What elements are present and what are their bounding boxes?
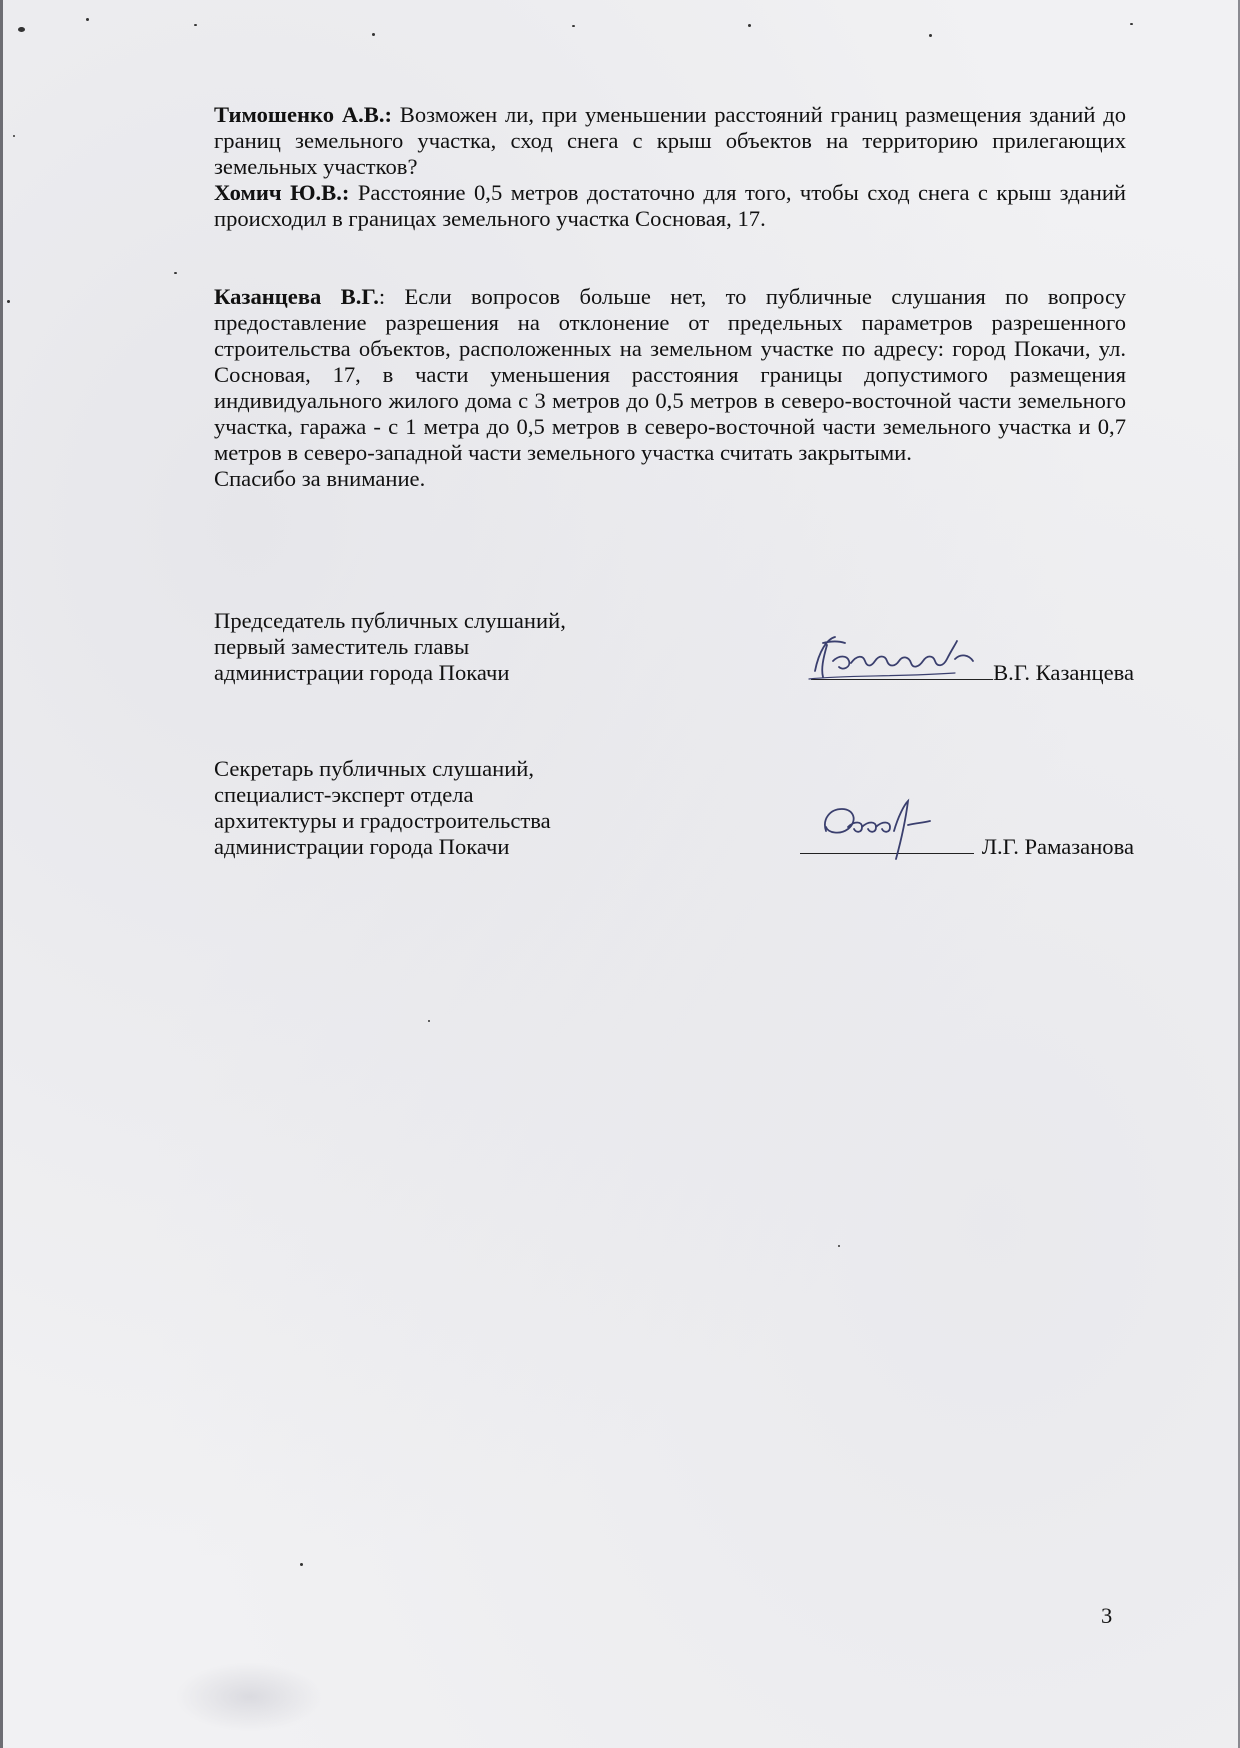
speaker-label: Хомич Ю.В.: — [214, 180, 350, 205]
scan-speck — [748, 24, 751, 27]
paragraph-text: Возможен ли, при уменьшении расстояний границ размещения зданий до границ земельного участка, сход снега с крыш объектов на территорию прилегающих земельных участков? — [214, 102, 1126, 179]
speaker-label: Казанцева В.Г. — [214, 284, 379, 309]
scan-speck — [572, 25, 575, 27]
scan-edge-left — [0, 0, 3, 1748]
paragraph-text: Спасибо за внимание. — [214, 466, 426, 491]
scan-speck — [838, 1245, 840, 1247]
scan-speck — [300, 1563, 303, 1566]
scan-speck — [174, 272, 177, 274]
scan-smudge — [175, 1662, 325, 1732]
speaker-label: Тимошенко А.В.: — [214, 102, 393, 127]
dialogue-block-1 — [214, 102, 1126, 232]
scan-speck — [86, 18, 89, 21]
scan-speck — [194, 24, 197, 26]
signature-block-secretary — [214, 756, 1134, 860]
handwritten-signature-ramazanova — [812, 797, 982, 867]
signatory-role-line: администрации города Покачи — [214, 834, 510, 859]
signatory-name: Л.Г. Рамазанова — [981, 834, 1134, 859]
paragraph-text: Расстояние 0,5 метров достаточно для того, чтобы сход снега с крыш зданий происходил в границах земельного участка Сосновая, 17. — [214, 180, 1126, 231]
signatory-role-line: Председатель публичных слушаний, — [214, 608, 566, 633]
paragraph-closing — [214, 284, 1126, 466]
signatory-role-line: архитектуры и градостроительства — [214, 808, 551, 833]
signature-line-with-name — [800, 833, 1134, 860]
scan-speck — [929, 34, 932, 37]
dialogue-block-2 — [214, 284, 1126, 492]
scan-speck — [1130, 23, 1133, 25]
signature-line — [800, 833, 974, 854]
scan-speck — [13, 135, 15, 137]
scan-speck — [372, 33, 375, 36]
paragraph-thanks — [214, 466, 1126, 492]
signatory-role-line: специалист-эксперт отдела — [214, 782, 474, 807]
page-number: 3 — [1101, 1603, 1113, 1628]
scan-speck — [7, 300, 10, 303]
signatory-name: В.Г. Казанцева — [993, 660, 1134, 685]
signature-line — [811, 659, 993, 680]
handwritten-signature-kazantseva — [805, 631, 995, 691]
paragraph-text: : Если вопросов больше нет, то публичные слушания по вопросу предоставление разрешения на отклонение от предельных параметров разрешенного строительства объектов, расположенных на земельном участке по адресу: город Покачи, ул. Сосновая, 17, в части уменьшения расстояния границы допустимого размещения индивидуального жилого дома с 3 метров до 0,5 метров в северо-восточной части земельного участка, гаража - с 1 метра до 0,5 метров в северо-восточной части земельного участка и 0,7 метров в северо-западной части земельного участка считать закрытыми. — [214, 284, 1126, 465]
scan-speck — [18, 27, 25, 32]
paragraph-answer — [214, 180, 1126, 232]
scan-speck — [428, 1020, 430, 1022]
signature-block-chair — [214, 608, 1134, 686]
signatory-role-line: администрации города Покачи — [214, 660, 510, 685]
paragraph-question — [214, 102, 1126, 180]
signatory-role-line: Секретарь публичных слушаний, — [214, 756, 535, 781]
signature-line-with-name — [811, 659, 1134, 686]
signatory-role-line: первый заместитель главы — [214, 634, 470, 659]
